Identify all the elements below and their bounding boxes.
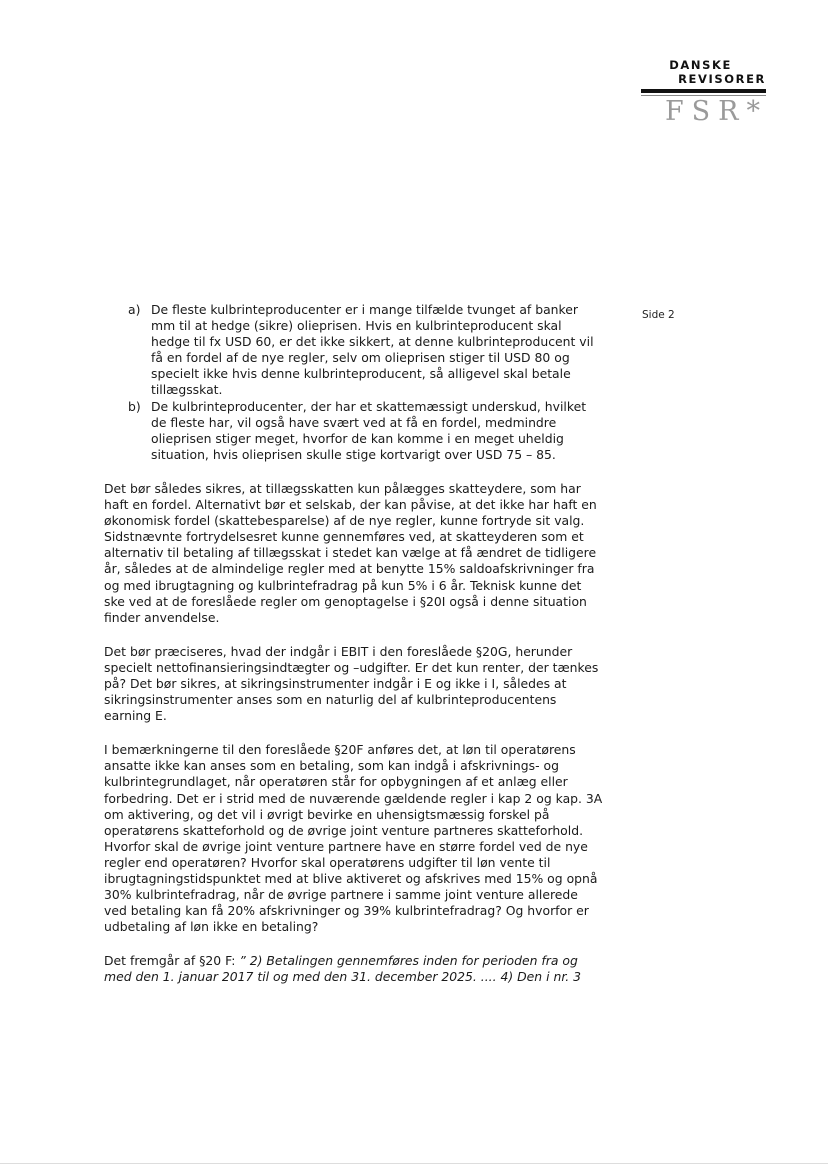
paragraph-quote — [104, 953, 604, 985]
document-body — [104, 302, 604, 986]
list-marker: a) — [128, 302, 141, 317]
numbered-list — [104, 302, 604, 463]
paragraph: Det bør således sikres, at tillægsskatten kun pålægges skatteydere, som har haft en fordel. Alternativt bør et selskab, der kan påvise, at det ikke har haft en økonomisk fordel (skattebesparelse) af de nye regler, kunne fortryde sit valg. Sidstnævnte fortrydelsesret kunne gennemføres ved, at skatteyderen som et alternativ til betaling af tillægsskat i stedet kan vælge at få ændret de tidligere år, således at de almindelige regler med at benytte 15% saldoafskrivninger fra og med ibrugtagning og kulbrintefradrag på kun 5% i 6 år. Teknisk kunne det ske ved at de foreslåede regler om genoptagelse i §20I også i denne situation finder anvendelse. — [104, 480, 597, 625]
quote-intro: Det fremgår af §20 F: — [104, 953, 240, 969]
paragraph: I bemærkningerne til den foreslåede §20F anføres det, at løn til operatørens ansatte ikke kan anses som en betaling, som kan indgå i afskrivnings- og kulbrintegrundlaget, når operatøren står for opbygningen af et anlæg eller forbedring. Det er i strid med de nuværende gældende regler i kap 2 og kap. 3A om aktivering, og det vil i øvrigt bevirke en uhensigtsmæssig forskel på operatørens skatteforhold og de øvrige joint venture partneres skatteforhold. Hvorfor skal de øvrige joint venture partnere have en større fordel ved de nye regler end operatøren? Hvorfor skal operatørens udgifter til løn vente til ibrugtagningstidspunktet med at blive aktiveret og afskrives med 15% og opnå 30% kulbrintefradrag, når de øvrige partnere i samme joint venture allerede ved betaling kan få 20% afskrivninger og 39% kulbrintefradrag? Og hvorfor er udbetaling af løn ikke en betaling? — [104, 742, 603, 935]
list-item-text: De kulbrinteproducenter, der har et skattemæssigt underskud, hvilket de fleste har, vil også have svært ved at få en fordel, medmindre olieprisen stiger meget, hvorfor de kan komme i en meget uheldig situation, hvis olieprisen skulle stige kortvarigt over USD 75 – 85. — [151, 398, 587, 462]
paragraph: Det bør præciseres, hvad der indgår i EBIT i den foreslåede §20G, herunder specielt nettofinansieringsindtægter og –udgifter. Er det kun renter, der tænkes på? Det bør sikres, at sikringsinstrumenter indgår i E og ikke i I, således at sikringsinstrumenter anses som en naturlig del af kulbrinteproducentens earning E. — [104, 643, 599, 724]
list-item — [104, 302, 604, 399]
page-edge — [0, 1163, 828, 1164]
page-number: Side 2 — [642, 309, 675, 321]
logo-rule — [641, 89, 766, 93]
list-item — [104, 399, 604, 463]
list-item-text: De fleste kulbrinteproducenter er i mange tilfælde tvunget af banker mm til at hedge (sikre) olieprisen. Hvis en kulbrinteproducent skal hedge til fx USD 60, er det ikke sikkert, at denne kulbrinteproducent vil få en fordel af de nye regler, selv om olieprisen stiger til USD 80 og specielt ikke hvis denne kulbrinteproducent, så alligevel skal betale tillægsskat. — [151, 302, 594, 398]
logo-line2: REVISORER — [678, 72, 766, 86]
logo-mark: FSR* — [664, 96, 768, 127]
quote-text: ” 2) Betalingen gennemføres inden for perioden fra og med den 1. januar 2017 til og med den 31. december 2025. .... 4) Den i nr. 3 — [104, 953, 582, 985]
list-marker: b) — [128, 398, 141, 414]
logo-line1: DANSKE — [669, 58, 732, 72]
